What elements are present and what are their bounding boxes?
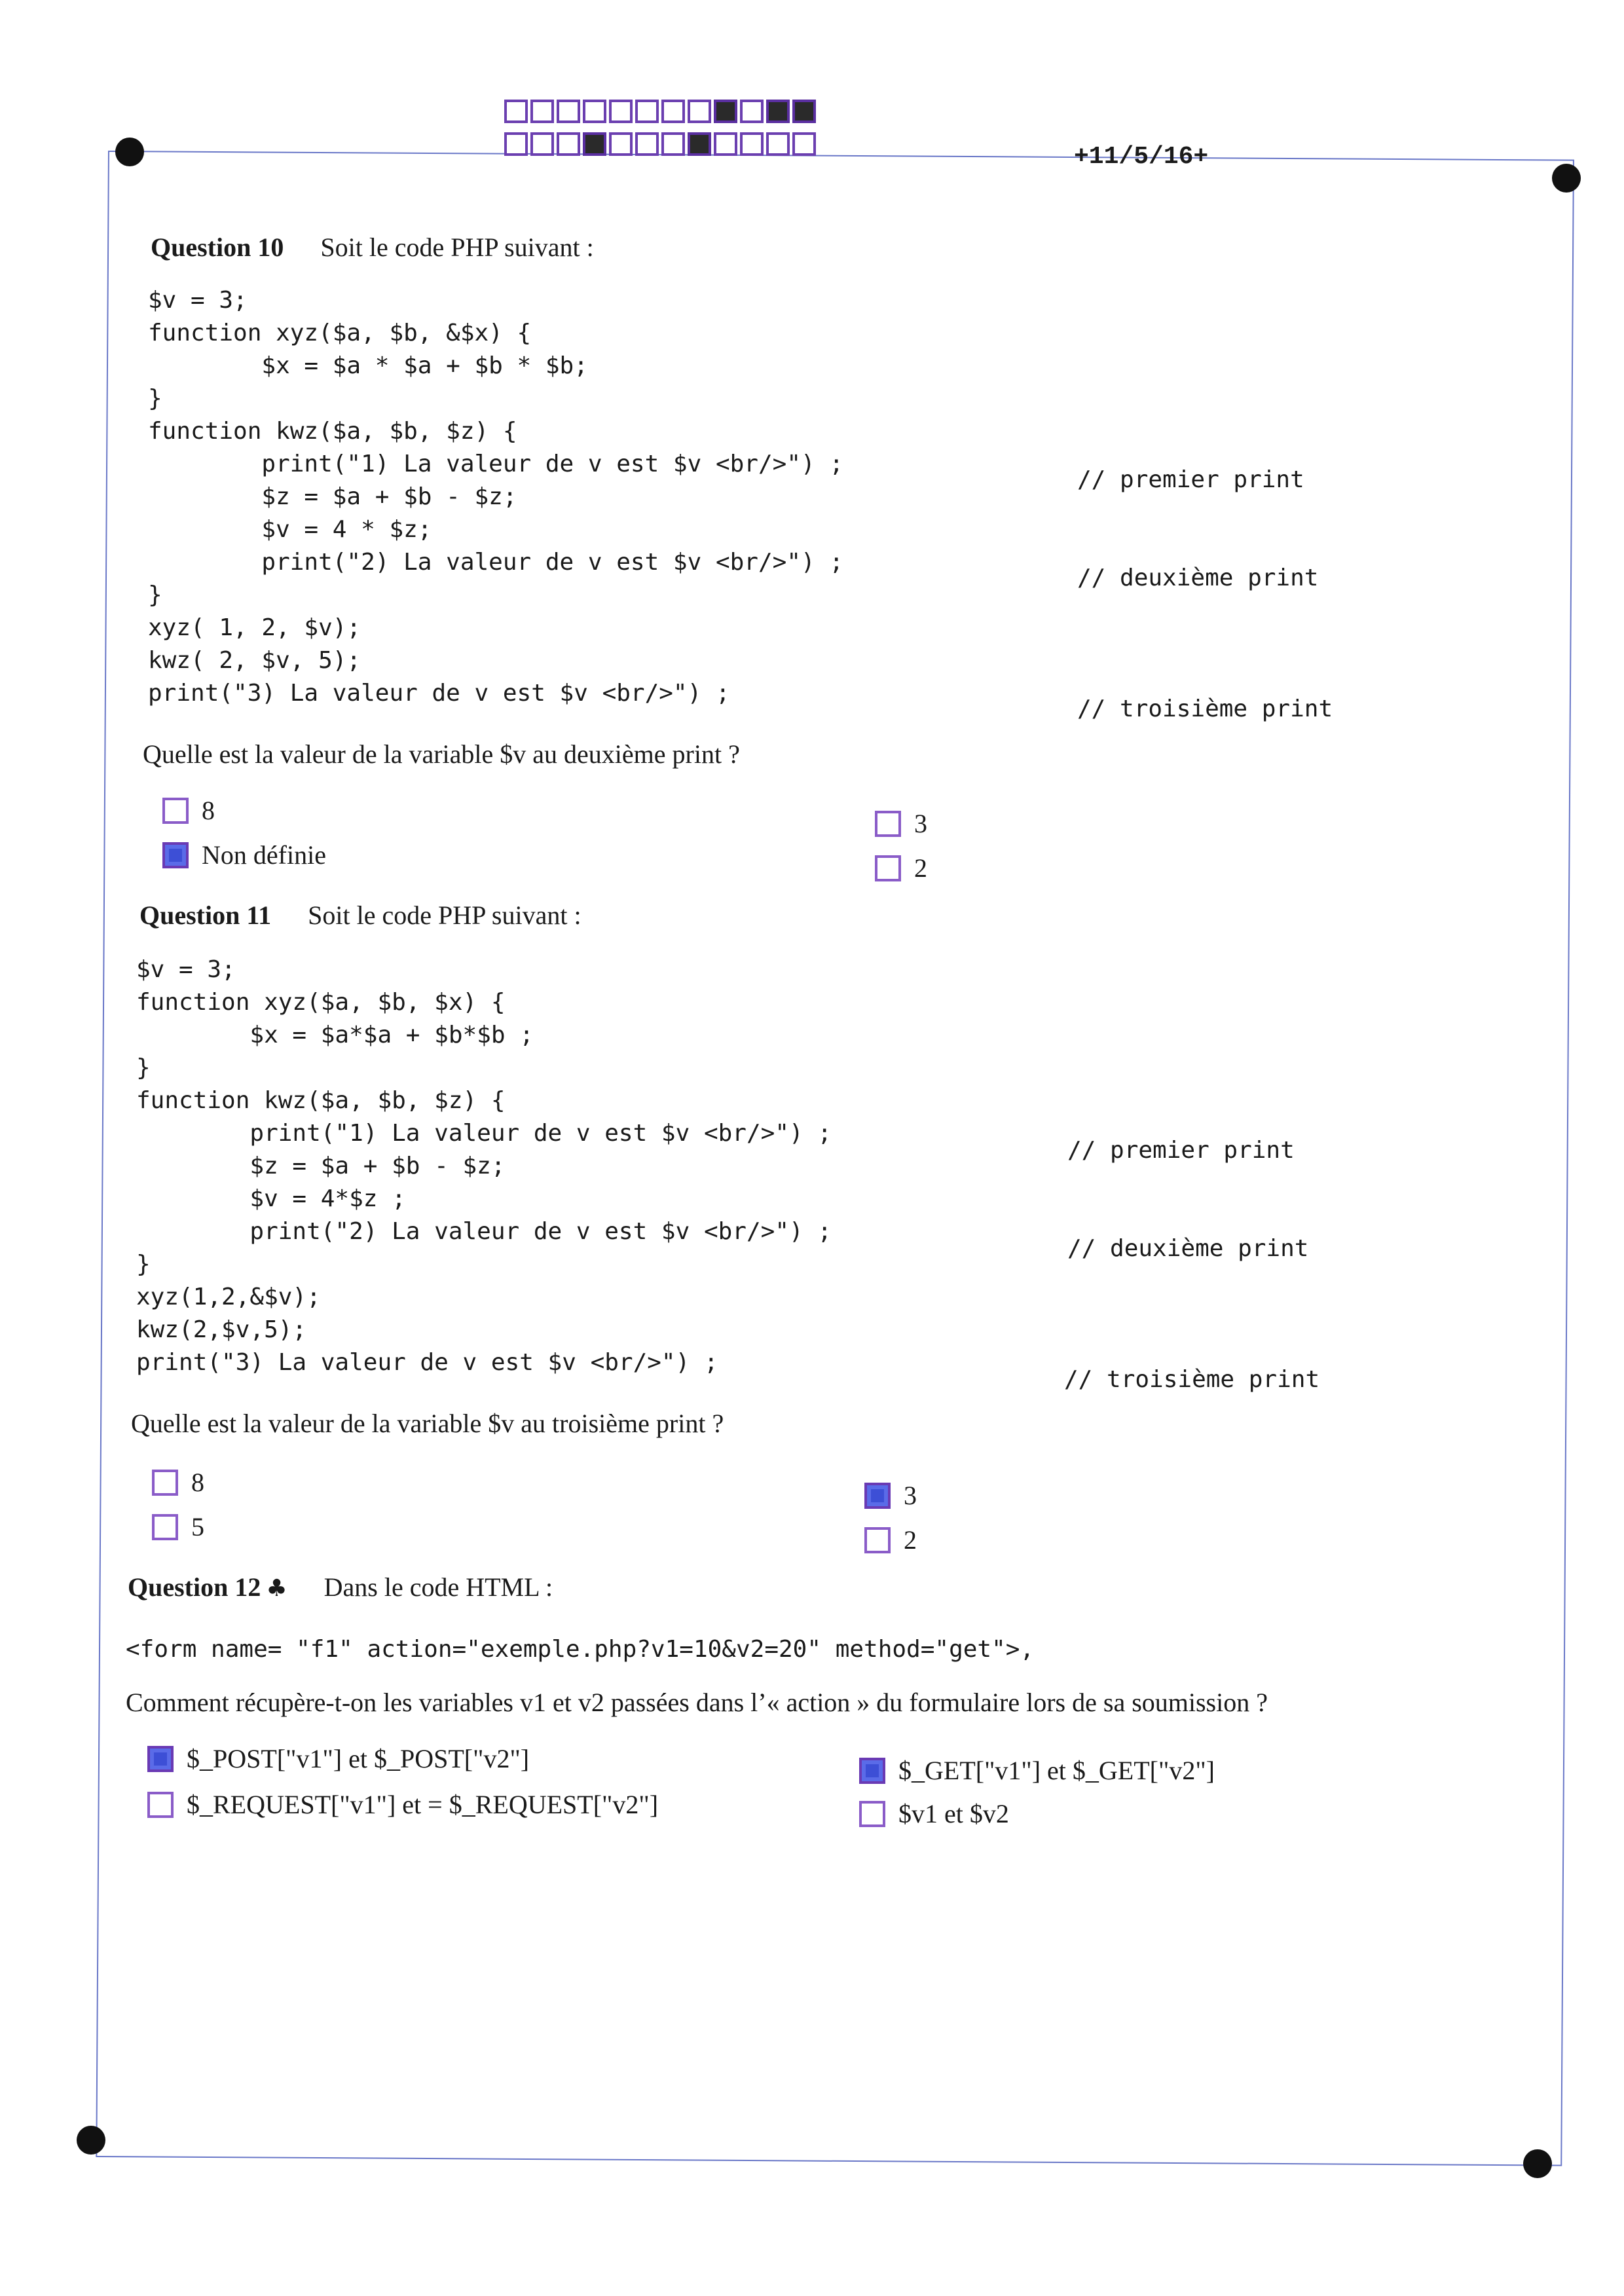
q10-option-3-checkbox[interactable] [875, 811, 901, 837]
q10-comment-1: // premier print [1077, 466, 1304, 493]
q10-comment-2: // deuxième print [1077, 565, 1319, 591]
barcode-bottom-cell [661, 132, 685, 156]
q11-option-2-label: 5 [191, 1512, 204, 1542]
barcode-bottom-cell [714, 132, 737, 156]
q11-option-2-checkbox[interactable] [152, 1514, 178, 1540]
q11-number: Question 11 [139, 900, 272, 930]
q10-option-2-checkbox[interactable] [162, 842, 189, 868]
club-icon: ♣ [266, 1575, 287, 1602]
barcode-bottom-cell [766, 132, 790, 156]
q12-option-4[interactable] [859, 1798, 1009, 1829]
q10-comment-3: // troisième print [1077, 695, 1333, 722]
q11-option-1[interactable] [152, 1467, 204, 1498]
barcode-bottom-cell [609, 132, 633, 156]
q12-option-1-label: $_POST["v1"] et $_POST["v2"] [187, 1744, 530, 1773]
q10-intro: Soit le code PHP suivant : [320, 232, 594, 262]
q10-option-4-label: 2 [914, 853, 927, 883]
q10-option-3[interactable] [875, 808, 927, 839]
q11-option-3-checkbox[interactable] [864, 1483, 891, 1509]
corner-marker-bottom-left [77, 2126, 105, 2155]
q12-option-2[interactable] [147, 1789, 658, 1820]
barcode-bottom-cell [504, 132, 528, 156]
q11-option-4[interactable] [864, 1525, 917, 1555]
q12-option-4-label: $v1 et $v2 [898, 1799, 1009, 1828]
q10-option-2[interactable] [162, 840, 326, 870]
q11-question: Quelle est la valeur de la variable $v au troisième print ? [131, 1409, 724, 1438]
q12-option-1[interactable] [147, 1743, 529, 1774]
q11-title [139, 900, 581, 931]
barcode-top-cell [557, 100, 580, 123]
q10-question: Quelle est la valeur de la variable $v au deuxième print ? [143, 739, 740, 769]
q12-number [128, 1572, 287, 1602]
q11-option-1-checkbox[interactable] [152, 1470, 178, 1496]
q12-question: Comment récupère-t-on les variables v1 et v2 passées dans l’« action » du formulaire lors de sa soumission ? [126, 1688, 1268, 1717]
q12-option-2-label: $_REQUEST["v1"] et = $_REQUEST["v2"] [187, 1790, 659, 1819]
q11-code: $v = 3; function xyz($a, $b, $x) { $x = $a*$a + $b*$b ; } function kwz($a, $b, $z) { print("1) La valeur de v est $v <br/>") ; $z = $a + $b - $z; $v = 4*$z ; print("2) La valeur de v est $v <br/>") ; } xyz(1,2,&$v); kwz(2,$v,5); print("3) La valeur de v est $v <br/>") ; [136, 956, 832, 1376]
q10-number: Question 10 [151, 232, 284, 262]
q11-option-3[interactable] [864, 1480, 917, 1511]
barcode-top-cell [766, 100, 790, 123]
q10-option-4[interactable] [875, 853, 927, 883]
barcode-top-cell [661, 100, 685, 123]
barcode-top-cell [688, 100, 711, 123]
corner-marker-top-right [1552, 164, 1581, 193]
q12-option-3-label: $_GET["v1"] et $_GET["v2"] [898, 1756, 1215, 1785]
q11-option-4-label: 2 [904, 1525, 917, 1555]
q12-option-3[interactable] [859, 1755, 1215, 1786]
barcode-bottom-cell [557, 132, 580, 156]
barcode-bottom [504, 132, 816, 156]
barcode-top-cell [714, 100, 737, 123]
q11-intro: Soit le code PHP suivant : [308, 900, 581, 930]
barcode-bottom-cell [530, 132, 554, 156]
q11-option-1-label: 8 [191, 1468, 204, 1497]
q10-option-3-label: 3 [914, 809, 927, 838]
q10-code: $v = 3; function xyz($a, $b, &$x) { $x = $a * $a + $b * $b; } function kwz($a, $b, $z) { print("1) La valeur de v est $v <br/>") ; $z = $a + $b - $z; $v = 4 * $z; print("2) La valeur de v est $v <br/>") ; } xyz( 1, 2, $v); kwz( 2, $v, 5); print("3) La valeur de v est $v <br/>") ; [148, 287, 844, 707]
corner-marker-top-left [115, 138, 144, 166]
q12-option-2-checkbox[interactable] [147, 1792, 174, 1818]
q11-option-3-label: 3 [904, 1481, 917, 1510]
q11-comment-3: // troisième print [1064, 1366, 1320, 1393]
q11-option-2[interactable] [152, 1511, 204, 1542]
q12-number-text: Question 12 [128, 1572, 261, 1602]
q11-option-4-checkbox[interactable] [864, 1527, 891, 1553]
barcode-top [504, 100, 816, 123]
copy-id: +11/5/16+ [1074, 143, 1209, 171]
barcode-bottom-cell [583, 132, 606, 156]
barcode-bottom-cell [740, 132, 764, 156]
barcode-bottom-cell [688, 132, 711, 156]
barcode-top-cell [530, 100, 554, 123]
q10-option-1[interactable] [162, 795, 215, 826]
barcode-top-cell [609, 100, 633, 123]
q10-option-1-checkbox[interactable] [162, 798, 189, 824]
q12-intro: Dans le code HTML : [323, 1572, 553, 1602]
q10-option-4-checkbox[interactable] [875, 855, 901, 881]
barcode-top-cell [740, 100, 764, 123]
q10-option-1-label: 8 [202, 796, 215, 825]
q12-option-4-checkbox[interactable] [859, 1801, 885, 1827]
q10-title [151, 232, 594, 263]
barcode-top-cell [583, 100, 606, 123]
q11-comment-2: // deuxième print [1067, 1235, 1309, 1262]
q12-title [128, 1572, 553, 1602]
q12-option-1-checkbox[interactable] [147, 1746, 174, 1772]
q11-comment-1: // premier print [1067, 1137, 1295, 1164]
barcode-top-cell [635, 100, 659, 123]
q12-code: <form name= "f1" action="exemple.php?v1=10&v2=20" method="get">, [126, 1636, 1035, 1663]
barcode-bottom-cell [635, 132, 659, 156]
barcode-top-cell [792, 100, 816, 123]
q10-option-2-label: Non définie [202, 840, 326, 870]
barcode-top-cell [504, 100, 528, 123]
q12-option-3-checkbox[interactable] [859, 1758, 885, 1784]
barcode-bottom-cell [792, 132, 816, 156]
corner-marker-bottom-right [1523, 2149, 1552, 2178]
